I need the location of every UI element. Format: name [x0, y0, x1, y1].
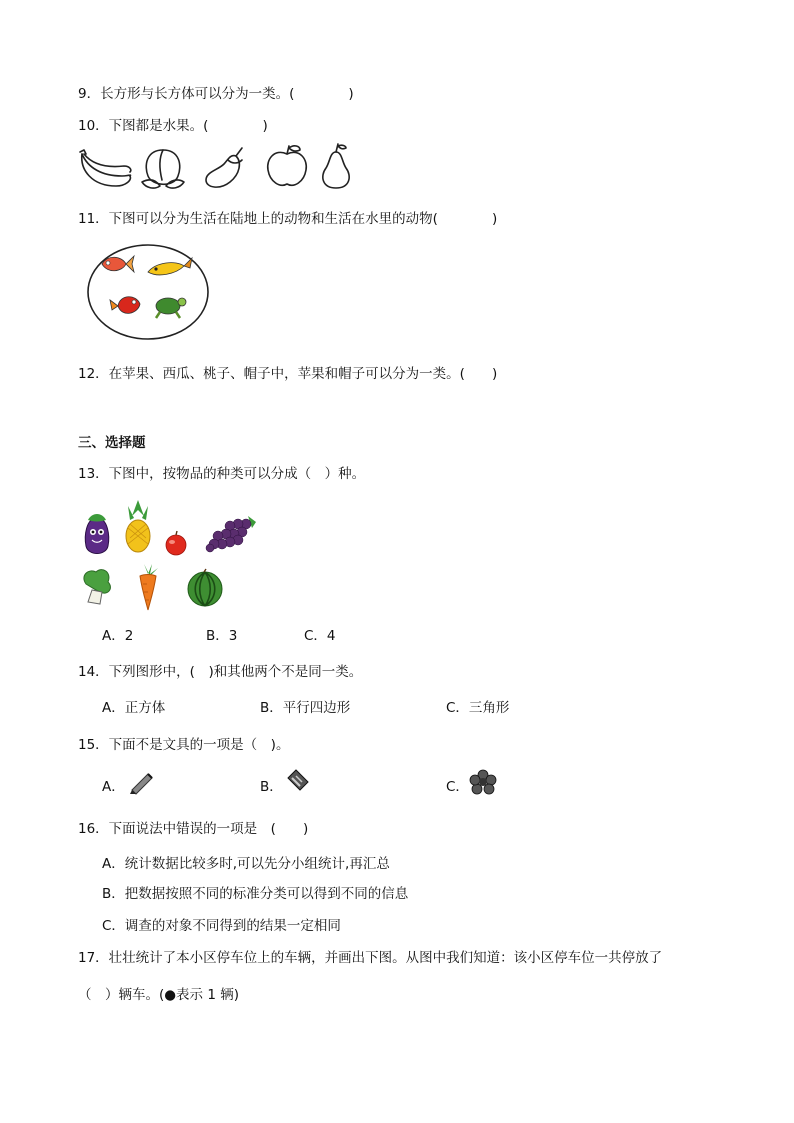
q13-option-b[interactable]: B．3 [206, 628, 238, 644]
apple-icon [262, 142, 312, 192]
q15-option-b[interactable]: B． [260, 779, 283, 795]
q16-option-a[interactable]: A．统计数据比较多时,可以先分小组统计,再汇总 [102, 856, 390, 872]
question-12: 12．在苹果、西瓜、桃子、帽子中，苹果和帽子可以分为一类。( ) [78, 366, 498, 382]
banana-icon [78, 146, 134, 192]
q14-option-c[interactable]: C．三角形 [446, 700, 510, 716]
eggplant-icon [202, 144, 250, 192]
flower-icon [468, 768, 498, 796]
question-17-line2: （ ）辆车。(●表示 1 辆) [78, 987, 239, 1003]
turtle-icon [156, 298, 186, 318]
apple-icon [162, 530, 190, 556]
section-title: 三、选择题 [78, 435, 146, 451]
pencil-icon [128, 770, 154, 794]
peach-icon [138, 144, 188, 192]
red-fish-icon [110, 297, 140, 314]
pineapple-icon [122, 498, 154, 554]
carrot-icon [134, 562, 162, 612]
sharpener-icon [284, 768, 310, 794]
q14-option-b[interactable]: B．平行四边形 [260, 700, 351, 716]
question-15: 15．下面不是文具的一项是（ )。 [78, 737, 290, 753]
pear-icon [318, 142, 354, 192]
question-10: 10．下图都是水果。( ) [78, 118, 268, 134]
question-9: 9．长方形与长方体可以分为一类。( ) [78, 86, 354, 102]
question-13: 13．下图中，按物品的种类可以分成（ ）种。 [78, 466, 366, 482]
q13-option-c[interactable]: C．4 [304, 628, 336, 644]
question-11: 11．下图可以分为生活在陆地上的动物和生活在水里的动物( ) [78, 211, 498, 227]
q15-option-c[interactable]: C． [446, 779, 469, 795]
q13-option-a[interactable]: A．2 [102, 628, 134, 644]
grapes-icon [202, 512, 264, 554]
eggplant-icon [80, 508, 114, 558]
q16-option-b[interactable]: B．把数据按照不同的标准分类可以得到不同的信息 [102, 886, 409, 902]
yellow-fish-icon [148, 258, 192, 275]
question-14: 14．下列图形中，( )和其他两个不是同一类。 [78, 664, 363, 680]
q16-option-c[interactable]: C．调查的对象不同得到的结果一定相同 [102, 918, 341, 934]
q15-option-a[interactable]: A． [102, 779, 125, 795]
question-17-line1: 17．壮壮统计了本小区停车位上的车辆，并画出下图。从图中我们知道：该小区停车位一共停放了 [78, 950, 663, 966]
cabbage-icon [78, 566, 114, 606]
question-16: 16．下面说法中错误的一项是 ( ) [78, 821, 309, 837]
watermelon-icon [186, 568, 224, 608]
animal-group [86, 242, 210, 342]
q14-option-a[interactable]: A．正方体 [102, 700, 166, 716]
